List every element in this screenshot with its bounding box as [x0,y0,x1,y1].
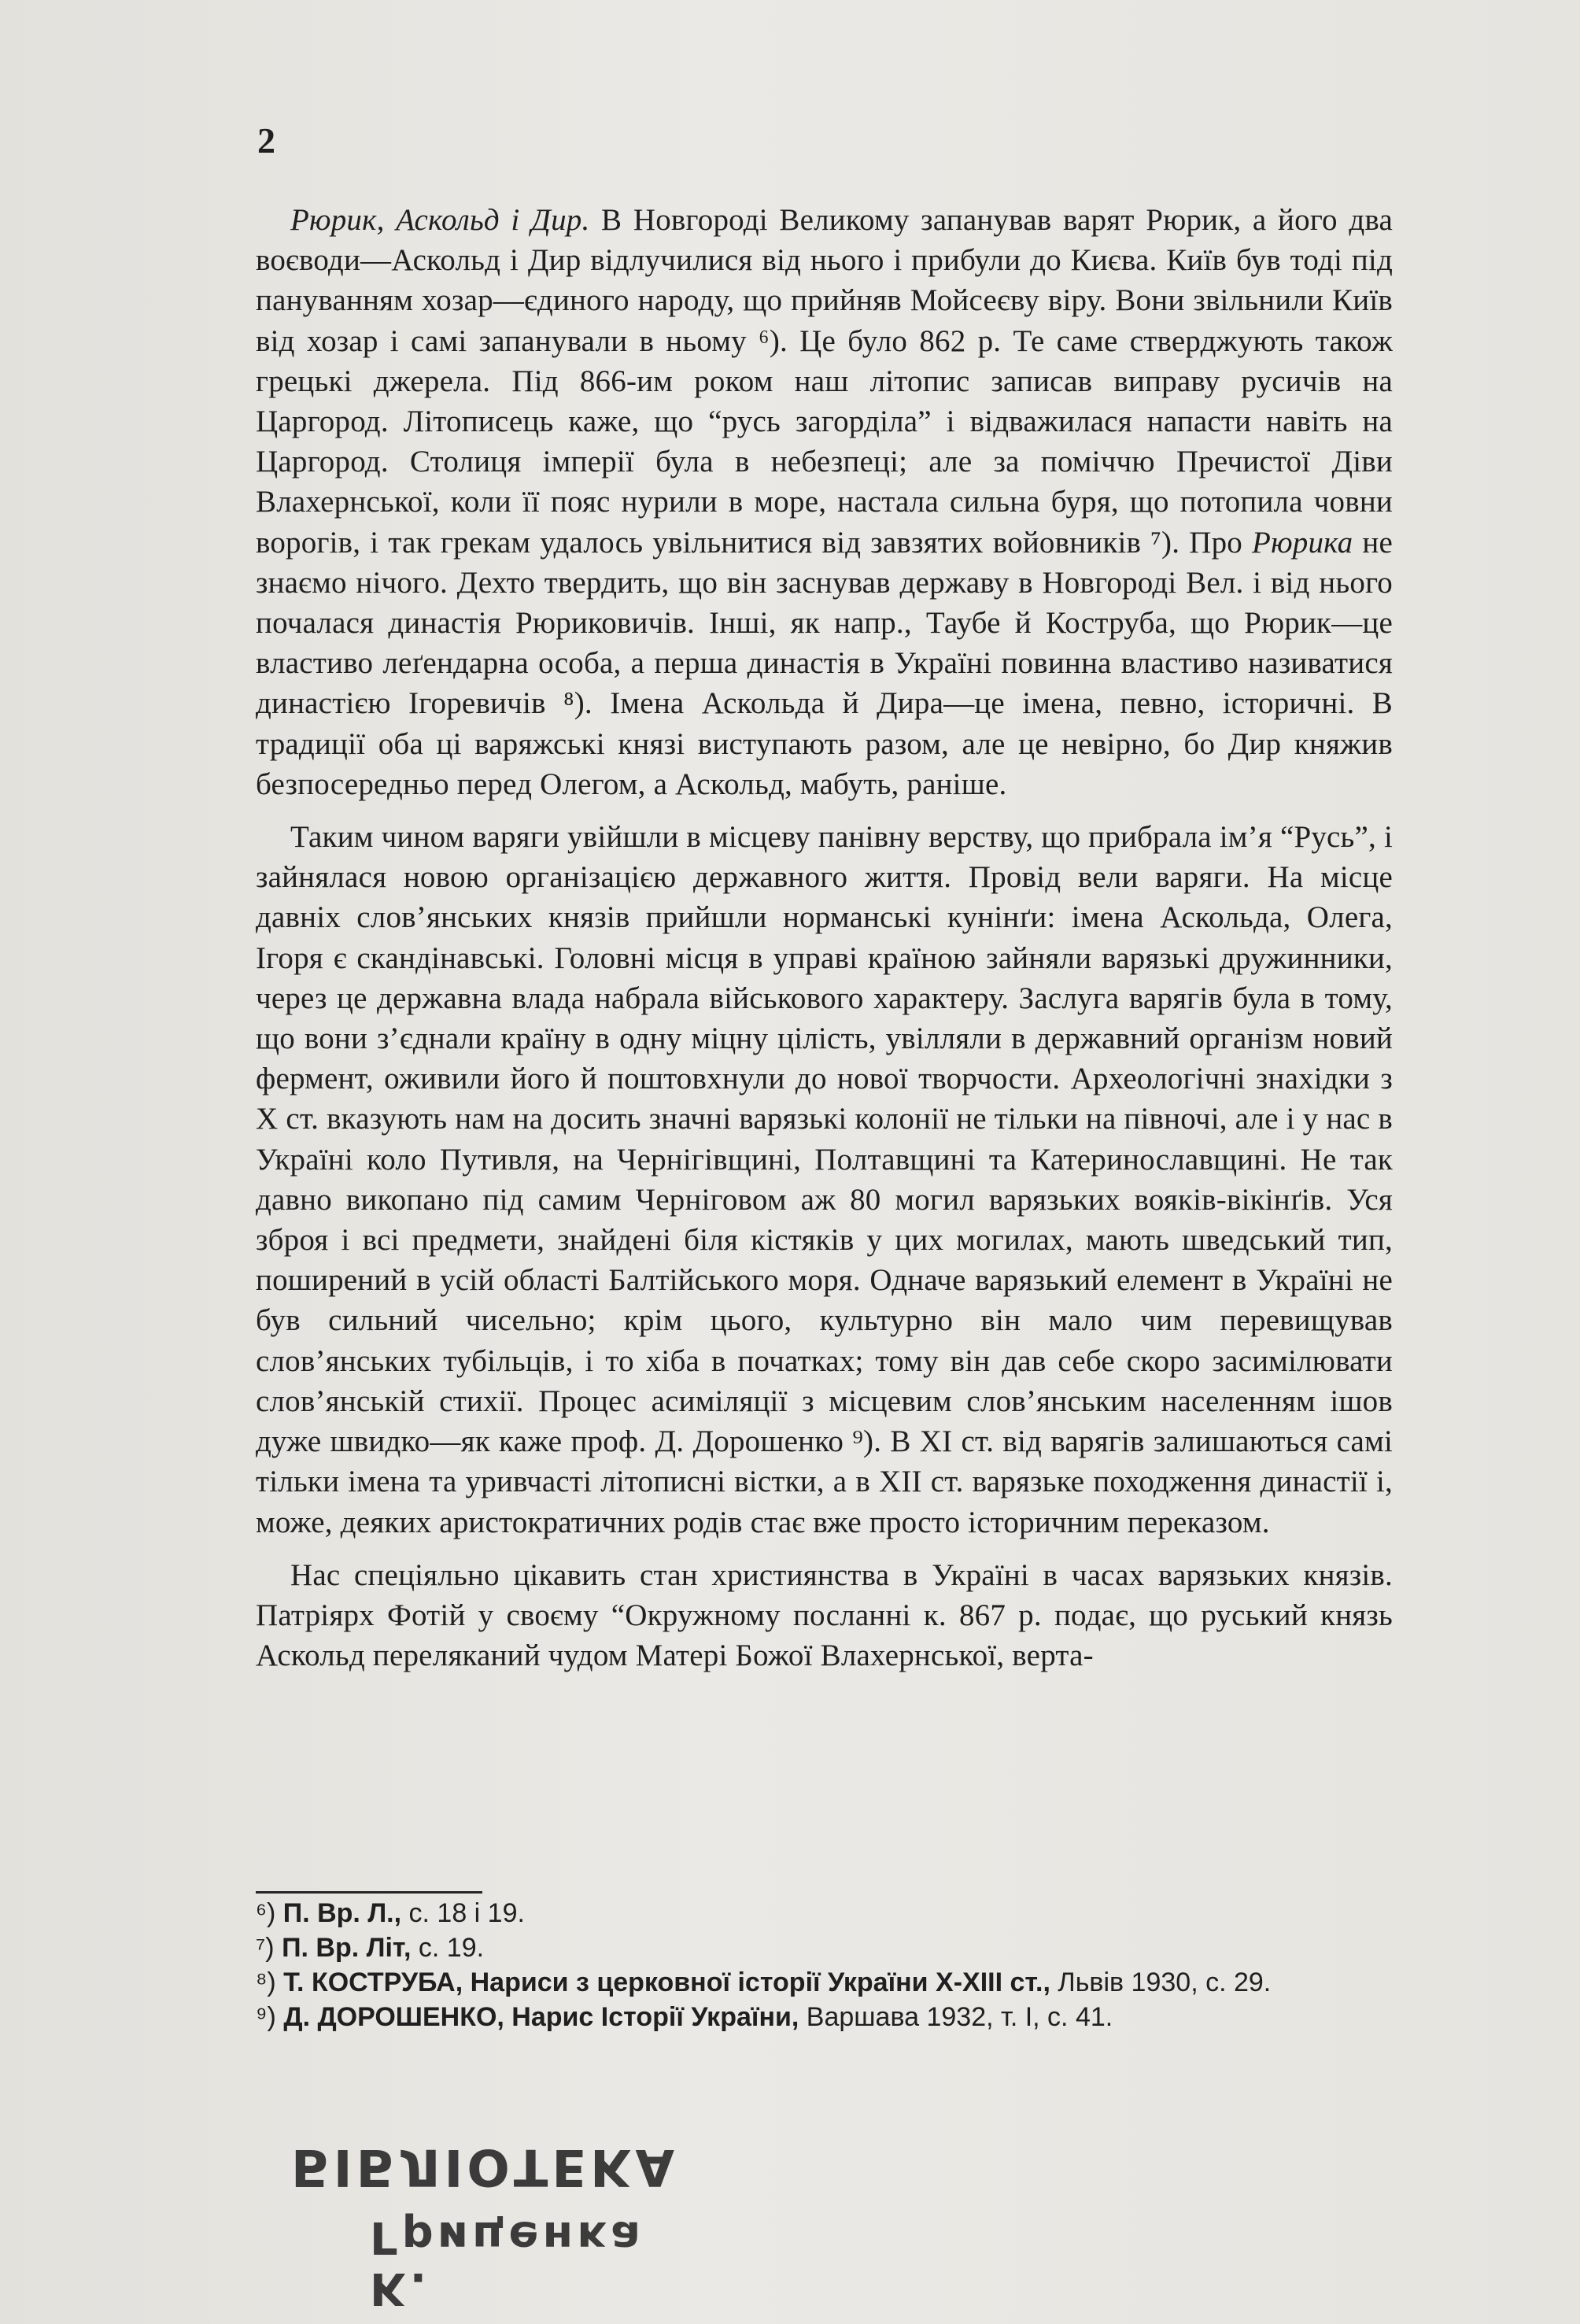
stamp-owner-text: К. Гриценка [370,2211,644,2314]
footnote-details: Львів 1930, с. 29. [1050,1967,1272,1997]
footnote-title: Нарис Історії України, [504,2002,799,2032]
paragraph-2: Таким чином варяги увійшли в місцеву панівну верству, що прибрала ім’я “Русь”, і зайнялася новою організацією державного життя. Провід вели варяги. На місце давніх слов’янських князів прийшли норманські кунінґи: імена Аскольда, Олега, Ігоря є скандінавські. Головні місця в управі країною зайняли варязькі дружинники, через це державна влада набрала військового характеру. Заслуга варягів була в тому, що вони з’єднали країну в одну міцну цілість, увілляли в державний організм новий фермент, оживили його й поштовхнули до нової творчости. Археологічні знахідки з X ст. вказують нам на досить значні варязькі колонії не тільки на півночі, але і у нас в Україні коло Путивля, на Чернігівщині, Полтавщині та Катеринославщині. Не так давно викопано під самим Черніговом аж 80 могил варязьких вояків-вікінґів. Уся зброя і всі предмети, знайдені біля кістяків у цих могилах, мають шведський тип, поширений в усій області Балтійського моря. Одначе варязький елемент в Україні не був сильний чисельно; крім цього, культурно він мало чим перевищував слов’янських тубільців, і то хіба в початках; тому він дав себе скоро засимілювати слов’янській стихії. Процес асиміляції з місцевим слов’янським населенням ішов дуже швидко—як каже проф. Д. Дорошенко ⁹). В XI ст. від варягів залишаються самі тільки імена та уривчасті літописні вістки, а в XII ст. варязьке походження династії і, може, деяких аристократичних родів стає вже просто історичним переказом. [256,820,1393,1539]
footnote-7 [256,1931,1393,1964]
footnote-details: Варшава 1932, т. І, с. 41. [799,2002,1113,2032]
main-text [256,200,1393,1688]
footnote-marker: ⁶) [256,1898,276,1928]
footnote-author: П. Вр. Л., [282,1898,402,1928]
paragraph-1 [256,200,1393,804]
footnote-6 [256,1897,1393,1930]
footnote-title: Нариси з церковної історії України X-XIII ст., [463,1967,1050,1997]
footnote-marker: ⁷) [256,1933,275,1963]
footnotes [256,1897,1393,2035]
paragraph-1-text: В Новгороді Великому запанував варят Рюрик, а його два воєводи—Аскольд і Дир відлучилися від нього і прибули до Києва. Київ був тоді під пануванням хозар—єдиного народу, що прийняв Мойсеєву віру. Вони звільнили Київ від хозар і самі запанували в ньому ⁶). Це було 862 р. Те саме стверджують також грецькі джерела. Під 866-им роком наш літопис записав виправу русичів на Царгород. Літописець каже, що “русь загорділа” і відважилася напасти навіть на Царгород. Столиця імперії була в небезпеці; але за поміччю Пречистої Діви Влахернської, коли її пояс нурили в море, настала сильна буря, що потопила човни ворогів, і так грекам удалось увільнитися від завзятих войовників ⁷). Про [256,203,1393,560]
footnote-9 [256,2001,1393,2034]
footnote-details: с. 19. [411,1933,485,1963]
footnote-author: П. Вр. Літ, [282,1933,412,1963]
stamp-library-text: БІБЛІОТЕКА [291,2137,678,2196]
footnote-marker: ⁸) [256,1967,276,1997]
paragraph-1-rest: не знаємо нічого. Дехто твердить, що він заснував державу в Новгороді Вел. і від нього почалася династія Рюриковичів. Інші, як напр., Таубе й Коструба, що Рюрик—це властиво леґендарна особа, а перша династія в Україні повинна властиво називатися династією Ігоревичів ⁸). Імена Аскольда й Дира—це імена, певно, історичні. В традиції оба ці варяжські князі виступають разом, але це невірно, бо Дир княжив безпосередньо перед Олегом, а Аскольд, мабуть, раніше. [256,525,1393,801]
footnote-marker: ⁹) [256,2002,276,2032]
footnote-divider [256,1891,482,1894]
footnote-details: с. 18 і 19. [401,1898,525,1928]
footnote-8 [256,1966,1393,1999]
section-lead: Рюрик, Аскольд і Дир. [290,203,590,237]
footnote-author: Д. ДОРОШЕНКО, [283,2002,504,2032]
paragraph-3: Нас спеціяльно цікавить стан християнства в Україні в часах варязьких князів. Патріярх Фотій у своєму “Окружному посланні к. 867 р. подає, що руський князь Аскольд переляканий чудом Матері Божої Влахернської, верта- [256,1557,1393,1673]
library-stamp [283,2137,724,2314]
footnote-author: Т. КОСТРУБА, [283,1967,463,1997]
rurik-emphasis: Рюрика [1252,525,1353,560]
page-number: 2 [257,120,275,161]
